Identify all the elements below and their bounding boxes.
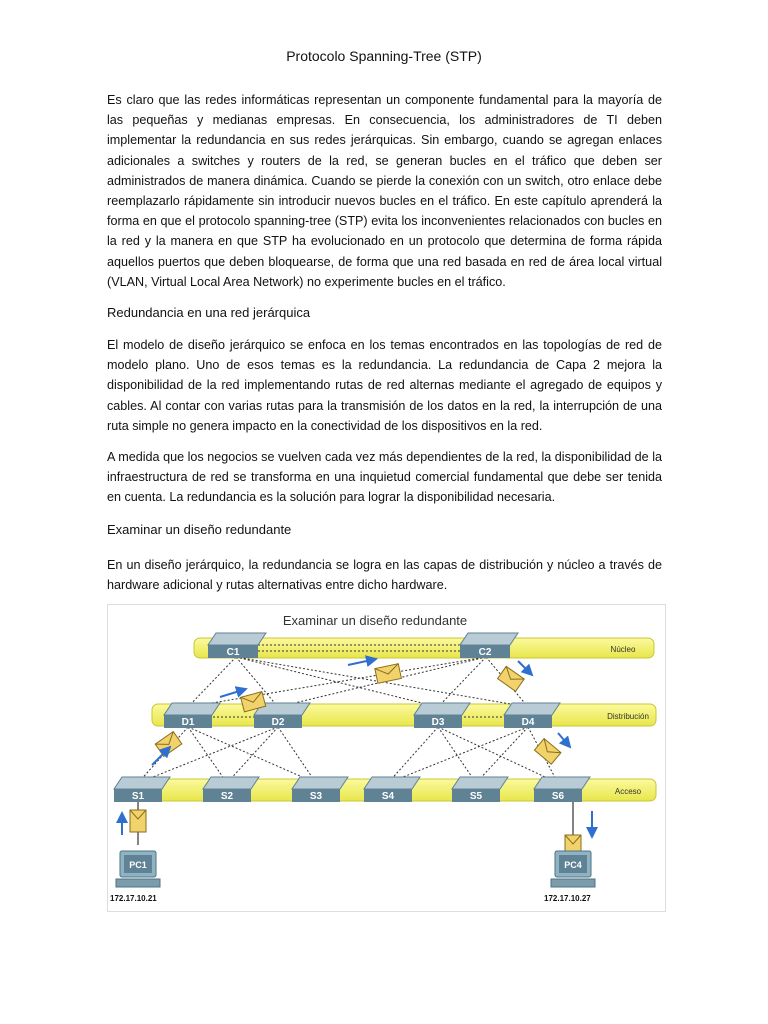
document-title: Protocolo Spanning-Tree (STP)	[286, 48, 482, 64]
layer-core-band	[194, 638, 654, 658]
layer-label-core: Núcleo	[610, 645, 636, 654]
host-ip-pc1: 172.17.10.21	[110, 894, 157, 903]
redundant-design-figure	[107, 604, 666, 912]
switch-D1	[164, 703, 220, 728]
network-diagram	[108, 605, 665, 911]
switch-S6	[534, 777, 590, 802]
switch-label-d3: D3	[431, 717, 445, 728]
host-pc1	[110, 851, 160, 903]
switch-D3	[414, 703, 470, 728]
host-label-pc4: PC4	[564, 860, 582, 870]
switch-D4	[504, 703, 560, 728]
switch-label-s6: S6	[551, 791, 565, 802]
layer-label-distribution: Distribución	[607, 712, 649, 721]
switch-label-s3: S3	[309, 791, 323, 802]
envelope-icon	[130, 810, 146, 832]
paragraph-jerarquico: En un diseño jerárquico, la redundancia se logra en las capas de distribución y núcleo a través de hardware adicional y rutas alternativas entre dicho hardware.	[107, 558, 662, 593]
paragraph-modelo: El modelo de diseño jerárquico se enfoca en los temas encontrados en las topologías de red de modelo plano. Uno de esos temas es la redundancia. La redundancia de Capa 2 mejora la disponibilidad de la red implementando rutas de red alternas mediante el agregado de equipos y cables. Al contar con varias rutas para la transmisión de los datos en la red, la interrupción de una ruta simple no genera impacto en la conectividad de los dispositivos en la red.	[107, 338, 662, 433]
envelope-icon	[155, 732, 182, 757]
switch-C1	[208, 633, 266, 658]
switch-label-s1: S1	[131, 791, 145, 802]
switch-label-d4: D4	[521, 717, 535, 728]
frame-flow-arrows	[122, 659, 592, 837]
switch-label-s2: S2	[220, 791, 234, 802]
host-pc4	[544, 851, 595, 903]
host-links	[138, 801, 573, 845]
envelope-icon	[375, 664, 402, 684]
switch-S3	[292, 777, 348, 802]
envelope-icon	[534, 739, 560, 765]
envelope-icon	[498, 666, 525, 691]
paragraph-intro: Es claro que las redes informáticas representan un componente fundamental para la mayoría de las pequeñas y medianas empresas. En consecuencia, los administradores de TI deben implementar la redundancia en sus redes jerárquicas. Sin embargo, cuando se agregan enlaces adicionales a switches y routers de la red, se generan bucles en el tráfico que deben ser administrados de manera dinámica. Cuando se pierde la conexión con un switch, otro enlace debe reemplazarlo rápidamente sin introducir nuevos bucles en el tráfico. En este capítulo aprenderá la forma en que el protocolo spanning-tree (STP) evita los inconvenientes relacionados con bucles en la red y la manera en que STP ha evolucionado en un protocolo que determina de forma rápida aquellos puertos que deben bloquearse, de forma que una red basada en red de área local virtual (VLAN, Virtual Local Area Network) no experimente bucles en el tráfico.	[107, 93, 662, 289]
switch-label-d2: D2	[271, 717, 285, 728]
switch-label-s5: S5	[469, 791, 483, 802]
paragraph-negocios: A medida que los negocios se vuelven cada vez más dependientes de la red, la disponibilidad de la infraestructura de red se transforma en una inquietud comercial fundamental que debe ser tenida en cuenta. La redundancia es la solución para lograr la disponibilidad necesaria.	[107, 450, 662, 505]
switch-label-s4: S4	[381, 791, 395, 802]
switch-label-d1: D1	[181, 717, 195, 728]
host-ip-pc4: 172.17.10.27	[544, 894, 591, 903]
switch-S5	[452, 777, 508, 802]
switch-C2	[460, 633, 518, 658]
switch-S4	[364, 777, 420, 802]
switch-S2	[203, 777, 259, 802]
switch-label-c1: C1	[226, 647, 240, 658]
heading-examinar: Examinar un diseño redundante	[107, 522, 292, 537]
host-label-pc1: PC1	[129, 860, 147, 870]
figure-title: Examinar un diseño redundante	[282, 613, 468, 628]
layer-distribution-band	[152, 704, 656, 726]
heading-redundancia: Redundancia en una red jerárquica	[107, 305, 311, 320]
layer-label-access: Acceso	[614, 787, 642, 796]
switch-S1	[114, 777, 170, 802]
switch-label-c2: C2	[478, 647, 492, 658]
